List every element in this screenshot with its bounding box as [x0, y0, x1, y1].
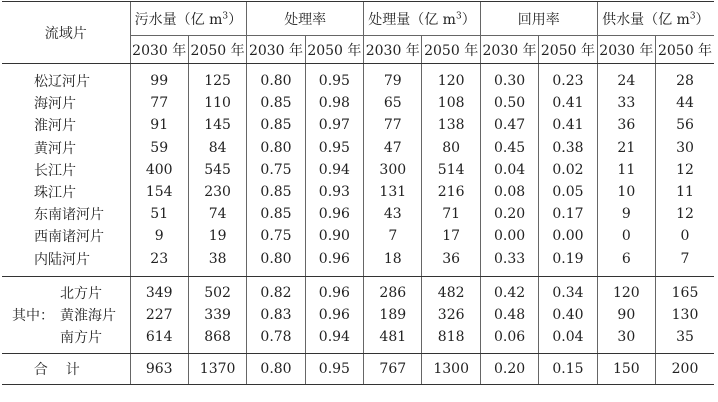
table-row: [2, 181, 714, 203]
table-cell: 0.50: [480, 92, 538, 114]
subtotal-name: 黄淮海片: [60, 307, 116, 324]
table-cell: 120: [422, 64, 480, 93]
table-cell: 0.95: [305, 137, 363, 159]
table-cell: 51: [130, 203, 188, 225]
table-cell: 36: [422, 248, 480, 277]
row-label: [2, 326, 130, 354]
header-group: [364, 2, 481, 36]
table-cell: 0.96: [305, 203, 363, 225]
header-group-label: 处理量（亿 m: [368, 11, 456, 28]
table-cell: 65: [364, 92, 422, 114]
table-cell: 300: [364, 159, 422, 181]
header-year: 2050 年: [422, 36, 480, 64]
table-cell: 44: [656, 92, 714, 114]
table-cell: 481: [364, 326, 422, 354]
table-cell: 90: [597, 304, 655, 326]
table-row: [2, 276, 714, 304]
table-cell: 21: [597, 137, 655, 159]
header-group-label: 供水量（亿 m: [602, 11, 690, 28]
table-cell: 230: [188, 181, 246, 203]
table-cell: 108: [422, 92, 480, 114]
table-cell: 12: [656, 159, 714, 181]
table-cell: 138: [422, 114, 480, 136]
table-cell: 0.94: [305, 326, 363, 354]
table-cell: 502: [188, 276, 246, 304]
header-year: 2050 年: [188, 36, 246, 64]
table-cell: 9: [597, 203, 655, 225]
table-cell: 130: [656, 304, 714, 326]
row-label: 合计: [2, 354, 130, 385]
table-cell: 614: [130, 326, 188, 354]
table-cell: 0.75: [247, 225, 305, 247]
table-cell: 150: [597, 354, 655, 385]
table-cell: 0.82: [247, 276, 305, 304]
table-cell: 36: [597, 114, 655, 136]
table-cell: 19: [188, 225, 246, 247]
table-cell: 120: [597, 276, 655, 304]
header-group-unit-exponent: 3: [689, 10, 696, 21]
table-cell: 0.19: [539, 248, 597, 277]
table-cell: 0.47: [480, 114, 538, 136]
table-cell: 0.97: [305, 114, 363, 136]
table-row: [2, 304, 714, 326]
header-group: [130, 2, 247, 36]
table-cell: 79: [364, 64, 422, 93]
table-cell: 0: [656, 225, 714, 247]
header-group-suffix: ）: [461, 11, 476, 28]
table-cell: 28: [656, 64, 714, 93]
table-cell: 23: [130, 248, 188, 277]
table-cell: 1300: [422, 354, 480, 385]
row-label: [2, 276, 130, 304]
table-cell: 77: [130, 92, 188, 114]
table-cell: 0.95: [305, 64, 363, 93]
row-label: 西南诸河片: [34, 229, 104, 246]
table-cell: 0.00: [539, 225, 597, 247]
data-table-container: [2, 1, 714, 385]
header-year: 2050 年: [656, 36, 714, 64]
table-cell: 400: [130, 159, 188, 181]
table-cell: 963: [130, 354, 188, 385]
table-cell: 0.48: [480, 304, 538, 326]
table-cell: 0.40: [539, 304, 597, 326]
table-cell: 286: [364, 276, 422, 304]
header-group: [247, 2, 364, 36]
table-cell: 0.30: [480, 64, 538, 93]
table-cell: 0.38: [539, 137, 597, 159]
table-cell: 545: [188, 159, 246, 181]
table-cell: 216: [422, 181, 480, 203]
row-label: 淮河片: [34, 118, 76, 135]
table-cell: 74: [188, 203, 246, 225]
row-label: 黄河片: [34, 140, 76, 157]
table-cell: 80: [422, 137, 480, 159]
table-cell: 0.08: [480, 181, 538, 203]
header-row-groups: [2, 2, 714, 36]
subtotal-name: 北方片: [60, 285, 102, 302]
header-group-unit-exponent: 3: [222, 10, 229, 21]
table-cell: 0.94: [305, 159, 363, 181]
table-cell: 326: [422, 304, 480, 326]
header-year: 2030 年: [597, 36, 655, 64]
table-cell: 7: [656, 248, 714, 277]
table-cell: 77: [364, 114, 422, 136]
table-cell: 0.45: [480, 137, 538, 159]
table-cell: 0.93: [305, 181, 363, 203]
table-cell: 17: [422, 225, 480, 247]
table-cell: 0.42: [480, 276, 538, 304]
table-cell: 0: [597, 225, 655, 247]
table-cell: 0.34: [539, 276, 597, 304]
header-year: 2030 年: [247, 36, 305, 64]
table-cell: 0.20: [480, 354, 538, 385]
table-cell: 0.23: [539, 64, 597, 93]
row-label: 松辽河片: [34, 74, 90, 91]
table-cell: 0.05: [539, 181, 597, 203]
table-cell: 43: [364, 203, 422, 225]
row-label: 长江片: [34, 162, 76, 179]
table-cell: 0.04: [539, 326, 597, 354]
table-cell: 1370: [188, 354, 246, 385]
table-cell: 110: [188, 92, 246, 114]
total-row: [2, 354, 714, 385]
table-cell: 0.85: [247, 114, 305, 136]
table-cell: 18: [364, 248, 422, 277]
table-cell: 0.41: [539, 114, 597, 136]
header-group-unit-exponent: 3: [455, 10, 462, 21]
subtotal-rows: [2, 276, 714, 354]
table-cell: 0.15: [539, 354, 597, 385]
table-cell: 6: [597, 248, 655, 277]
header-year: 2050 年: [305, 36, 363, 64]
header-region: 流域片: [2, 2, 130, 64]
header-year: 2030 年: [364, 36, 422, 64]
table-cell: 91: [130, 114, 188, 136]
header-group: [597, 2, 714, 36]
table-cell: 12: [656, 203, 714, 225]
table-cell: 10: [597, 181, 655, 203]
table-row: [2, 248, 714, 277]
table-cell: 33: [597, 92, 655, 114]
total-rows: [2, 354, 714, 385]
table-cell: 0.96: [305, 276, 363, 304]
table-cell: 0.04: [480, 159, 538, 181]
table-cell: 59: [130, 137, 188, 159]
table-row: [2, 64, 714, 93]
table-cell: 30: [597, 326, 655, 354]
row-label: 内陆河片: [2, 248, 130, 277]
table-cell: 0.90: [305, 225, 363, 247]
table-cell: 0.98: [305, 92, 363, 114]
table-cell: 30: [656, 137, 714, 159]
table-cell: 227: [130, 304, 188, 326]
table-cell: 514: [422, 159, 480, 181]
header-group: [480, 2, 597, 36]
table-row: [2, 159, 714, 181]
wastewater-reuse-table: [2, 1, 714, 385]
table-cell: 767: [364, 354, 422, 385]
table-cell: 0.85: [247, 181, 305, 203]
table-cell: 0.80: [247, 137, 305, 159]
table-row: [2, 114, 714, 136]
table-cell: 56: [656, 114, 714, 136]
table-cell: 24: [597, 64, 655, 93]
table-cell: 0.75: [247, 159, 305, 181]
header-group-suffix: ）: [228, 11, 243, 28]
table-cell: 0.78: [247, 326, 305, 354]
table-cell: 0.83: [247, 304, 305, 326]
table-cell: 189: [364, 304, 422, 326]
table-cell: 349: [130, 276, 188, 304]
table-cell: 0.95: [305, 354, 363, 385]
table-cell: 0.96: [305, 304, 363, 326]
table-cell: 0.80: [247, 354, 305, 385]
header-year: 2030 年: [130, 36, 188, 64]
header-group-label: 处理率: [284, 11, 327, 28]
row-label: 海河片: [34, 96, 76, 113]
table-cell: 0.80: [247, 64, 305, 93]
table-row: [2, 203, 714, 225]
header-year: 2030 年: [480, 36, 538, 64]
table-cell: 131: [364, 181, 422, 203]
table-cell: 71: [422, 203, 480, 225]
table-cell: 99: [130, 64, 188, 93]
table-cell: 0.33: [480, 248, 538, 277]
header-year: 2050 年: [539, 36, 597, 64]
table-cell: 9: [130, 225, 188, 247]
row-label: 珠江片: [34, 185, 76, 202]
table-cell: 0.17: [539, 203, 597, 225]
table-cell: 38: [188, 248, 246, 277]
table-cell: 0.00: [480, 225, 538, 247]
table-cell: 0.85: [247, 92, 305, 114]
table-cell: 125: [188, 64, 246, 93]
table-cell: 11: [656, 181, 714, 203]
table-cell: 868: [188, 326, 246, 354]
table-cell: 0.20: [480, 203, 538, 225]
table-cell: 200: [656, 354, 714, 385]
table-cell: 0.06: [480, 326, 538, 354]
subtotal-name: 南方片: [60, 330, 102, 347]
table-cell: 47: [364, 137, 422, 159]
table-cell: 0.02: [539, 159, 597, 181]
header-group-suffix: ）: [695, 11, 710, 28]
table-row: [2, 326, 714, 354]
basin-rows: [2, 64, 714, 277]
table-cell: 0.41: [539, 92, 597, 114]
table-row: [2, 92, 714, 114]
table-cell: 339: [188, 304, 246, 326]
table-cell: 154: [130, 181, 188, 203]
row-label: [2, 304, 130, 326]
row-label: 东南诸河片: [34, 207, 104, 224]
table-cell: 7: [364, 225, 422, 247]
header-group-label: 回用率: [517, 11, 560, 28]
table-cell: 818: [422, 326, 480, 354]
table-cell: 11: [597, 159, 655, 181]
table-cell: 0.80: [247, 248, 305, 277]
subtotal-prefix: 其中：: [12, 307, 54, 324]
table-cell: 165: [656, 276, 714, 304]
table-row: [2, 225, 714, 247]
table-cell: 35: [656, 326, 714, 354]
header-group-label: 污水量（亿 m: [134, 11, 223, 28]
table-cell: 84: [188, 137, 246, 159]
table-cell: 0.85: [247, 203, 305, 225]
table-cell: 482: [422, 276, 480, 304]
table-cell: 145: [188, 114, 246, 136]
table-row: [2, 137, 714, 159]
table-cell: 0.96: [305, 248, 363, 277]
